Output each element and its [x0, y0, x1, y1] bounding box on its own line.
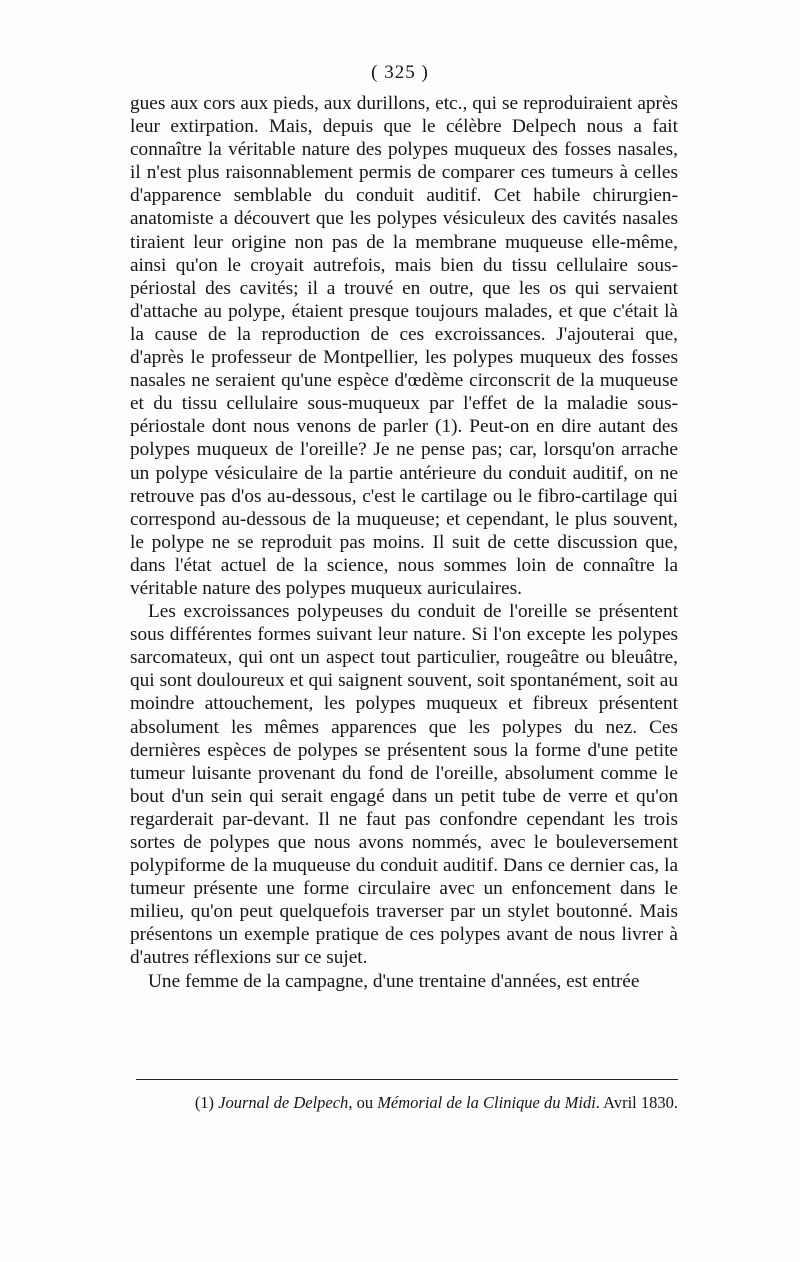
- footnote-marker: (1): [194, 1093, 215, 1112]
- page-number: ( 325 ): [371, 62, 429, 83]
- footnote-journal: Journal de Delpech: [218, 1093, 349, 1112]
- body-text: [130, 92, 678, 993]
- footnote-date: . Avril 1830.: [595, 1093, 678, 1112]
- paragraph-3: Une femme de la campagne, d'une trentaine d'années, est entrée: [148, 970, 640, 992]
- paragraph-1: gues aux cors aux pieds, aux durillons, etc., qui se reproduiraient après leur extirpation. Mais, depuis que le célèbre Delpech nous a fait connaître la véritable nature des polypes muqueux des fosses nasales, il n'est plus raisonnablement permis de comparer ces tumeurs à celles d'apparence semblable du conduit auditif. Cet habile chirurgien-anatomiste a découvert que les polypes vésiculeux des cavités nasales tiraient leur origine non pas de la membrane muqueuse elle-même, ainsi qu'on le croyait autrefois, mais bien du tissu cellulaire sous-périostal des cavités; il a trouvé en outre, que les os qui servaient d'attache au polype, étaient presque toujours malades, et que c'était là la cause de la reproduction de ces excroissances. J'ajouterai que, d'après le professeur de Montpellier, les polypes muqueux des fosses nasales ne seraient qu'une espèce d'œdème circonscrit de la muqueuse et du tissu cellulaire sous-muqueux par l'effet de la maladie sous-périostale dont nous venons de parler (1). Peut-on en dire autant des polypes muqueux de l'oreille? Je ne pense pas; car, lorsqu'on arrache un polype vésiculaire de la partie antérieure du conduit auditif, on ne retrouve pas d'os au-dessous, c'est le cartilage ou le fibro-cartilage qui correspond au-dessous de la muqueuse; et cependant, le plus souvent, le polype ne se reproduit pas moins. Il suit de cette discussion que, dans l'état actuel de la science, nous sommes loin de connaître la véritable nature des polypes muqueux auriculaires.: [130, 93, 678, 599]
- paragraph-2: Les excroissances polypeuses du conduit de l'oreille se présentent sous différentes formes suivant leur nature. Si l'on excepte les polypes sarcomateux, qui ont un aspect tout particulier, rougeâtre ou bleuâtre, qui sont douloureux et qui saignent souvent, soit spontanément, soit au moindre attouchement, les polypes muqueux et fibreux présentent absolument les mêmes apparences que les polypes du nez. Ces dernières espèces de polypes se présentent sous la forme d'une petite tumeur luisante provenant du fond de l'oreille, absolument comme le bout d'un sein qui serait engagé dans un petit tube de verre et qu'on regarderait par-devant. Il ne faut pas confondre cependant les trois sortes de polypes que nous avons nommés, avec le bouleversement polypiforme de la muqueuse du conduit auditif. Dans ce dernier cas, la tumeur présente une forme circulaire avec un enfoncement dans le milieu, qu'on peut quelquefois traverser par un stylet boutonné. Mais présentons un exemple pratique de ces polypes avant de nous livrer à d'autres réflexions sur ce sujet.: [130, 601, 678, 969]
- footnote-divider: [136, 1079, 678, 1080]
- footnote-memorial: Mémorial de la Clinique du Midi: [377, 1093, 596, 1112]
- footnote-connector: , ou: [348, 1093, 378, 1112]
- footnote: [136, 1093, 678, 1113]
